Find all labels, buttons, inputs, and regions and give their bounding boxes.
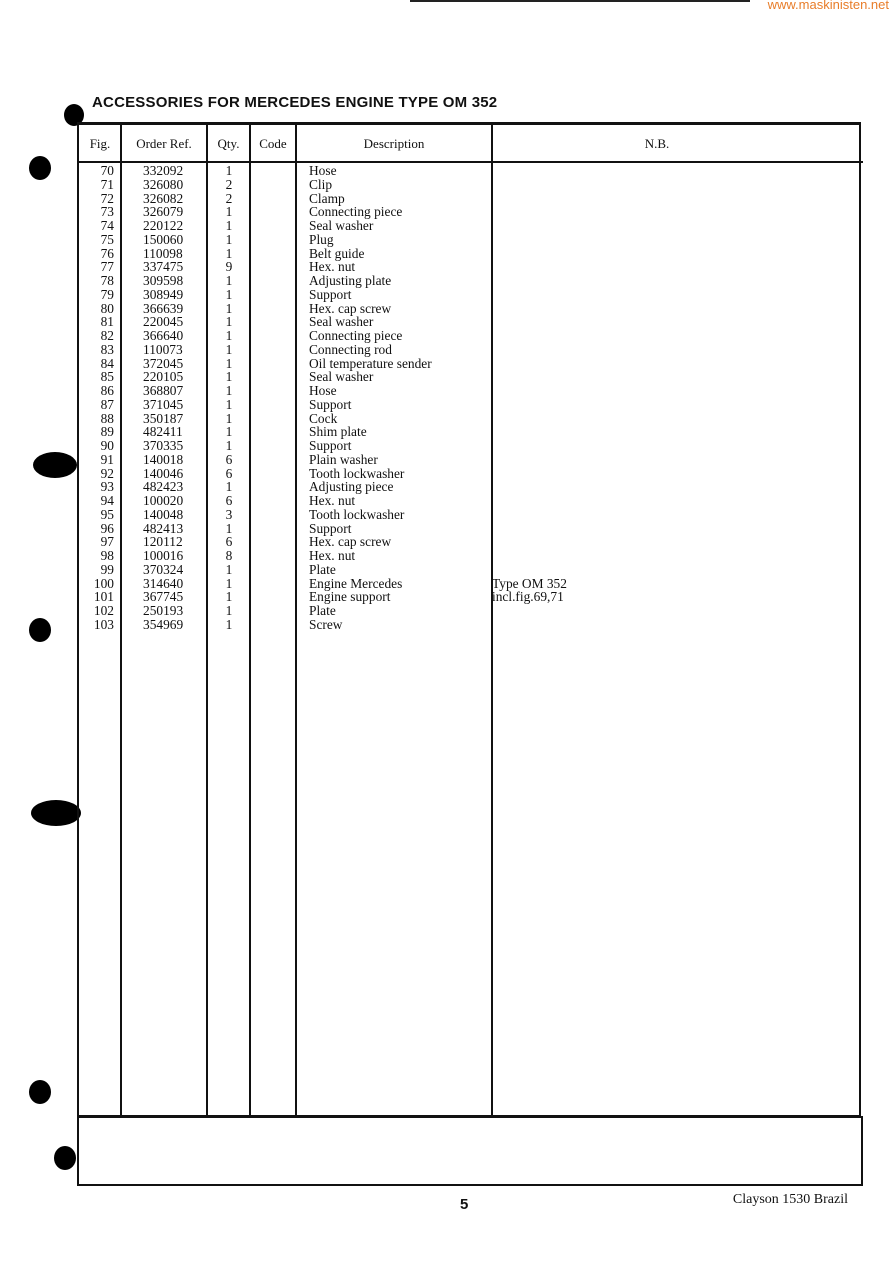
description-cell: Belt guide [309, 245, 365, 261]
description-cell: Support [309, 520, 352, 536]
fig-cell: 76 [100, 245, 114, 261]
qty-cell: 1 [225, 245, 233, 261]
qty-cell: 2 [225, 176, 233, 192]
description-cell: Plug [309, 231, 334, 247]
table-row [76, 618, 636, 632]
table-row [76, 535, 636, 549]
description-cell: Hex. nut [309, 548, 356, 563]
qty-cell: 6 [225, 493, 233, 508]
order-ref-cell: 140048 [143, 506, 184, 522]
punch-hole-icon [33, 452, 77, 478]
punch-hole-icon [29, 156, 51, 180]
order-ref-cell: 110073 [143, 341, 183, 357]
qty-cell: 1 [225, 369, 233, 385]
fig-cell: 74 [100, 218, 114, 233]
qty-cell: 1 [225, 410, 233, 426]
fig-cell: 72 [100, 190, 114, 206]
header-nb: N.B. [644, 136, 670, 151]
fig-cell: 99 [100, 561, 114, 577]
fig-cell: 82 [100, 328, 114, 343]
top-edge-line [410, 0, 750, 2]
description-cell: Hose [309, 383, 337, 398]
punch-hole-icon [54, 1146, 76, 1170]
table-row [76, 508, 636, 522]
fig-cell: 78 [100, 273, 114, 288]
table-row [76, 590, 636, 604]
order-ref-cell: 482423 [143, 479, 184, 495]
nb-cell: incl.fig.69,71 [492, 589, 564, 605]
description-cell: Oil temperature sender [309, 355, 432, 371]
description-cell: Hex. nut [309, 259, 356, 275]
table-row [76, 260, 636, 274]
fig-cell: 70 [100, 163, 114, 178]
table-row [76, 357, 636, 371]
punch-hole-icon [31, 800, 81, 826]
header-divider [77, 161, 863, 163]
fig-cell: 85 [100, 369, 114, 385]
description-cell: Plain washer [309, 451, 378, 467]
fig-cell: 97 [100, 534, 114, 550]
table-row [76, 604, 636, 618]
qty-cell: 1 [225, 300, 233, 316]
order-ref-cell: 337475 [143, 259, 184, 275]
fig-cell: 90 [100, 438, 114, 453]
table-row [76, 563, 636, 577]
description-cell: Plate [309, 603, 336, 618]
table-row [76, 302, 636, 316]
qty-cell: 1 [225, 438, 233, 453]
qty-cell: 6 [225, 451, 233, 467]
table-row [76, 522, 636, 536]
description-cell: Connecting piece [309, 328, 403, 343]
order-ref-cell: 140018 [143, 451, 184, 467]
description-cell: Screw [309, 616, 343, 632]
qty-cell: 1 [225, 204, 233, 220]
qty-cell: 1 [225, 273, 233, 288]
qty-cell: 1 [225, 163, 233, 178]
qty-cell: 1 [225, 355, 233, 371]
header-description: Description [363, 136, 425, 151]
qty-cell: 1 [225, 589, 233, 605]
table-row [76, 412, 636, 426]
table-row [76, 577, 636, 591]
table-row [76, 288, 636, 302]
fig-cell: 79 [100, 286, 114, 302]
fig-cell: 84 [100, 355, 114, 371]
fig-cell: 102 [93, 603, 114, 618]
qty-cell: 1 [225, 575, 233, 591]
description-cell: Connecting piece [309, 204, 403, 220]
fig-cell: 95 [100, 506, 114, 522]
description-cell: Tooth lockwasher [309, 506, 405, 522]
table-row [76, 233, 636, 247]
fig-cell: 103 [93, 616, 114, 632]
fig-cell: 77 [100, 259, 114, 275]
description-cell: Plate [309, 561, 336, 577]
qty-cell: 1 [225, 396, 233, 412]
machine-model: Clayson 1530 Brazil [732, 1192, 848, 1207]
description-cell: Shim plate [309, 424, 367, 440]
description-cell: Support [309, 438, 352, 453]
table-row [76, 480, 636, 494]
order-ref-cell: 314640 [143, 575, 184, 591]
order-ref-cell: 220045 [143, 314, 184, 330]
header-order-ref: Order Ref. [136, 136, 192, 151]
description-cell: Support [309, 396, 352, 412]
punch-hole-icon [29, 618, 51, 642]
page-number: 5 [460, 1196, 469, 1213]
fig-cell: 98 [100, 548, 114, 563]
table-body [76, 164, 636, 632]
table-row [76, 425, 636, 439]
description-cell: Connecting rod [309, 341, 392, 357]
table-row [76, 192, 636, 206]
table-row [76, 205, 636, 219]
fig-cell: 94 [100, 493, 114, 508]
fig-cell: 87 [100, 396, 114, 412]
nb-cell: Type OM 352 [492, 575, 567, 591]
footer-box [77, 1116, 863, 1186]
order-ref-cell: 482411 [143, 424, 183, 440]
order-ref-cell: 366639 [143, 300, 184, 316]
qty-cell: 9 [225, 259, 233, 275]
description-cell: Hex. cap screw [309, 300, 392, 316]
table-row [76, 178, 636, 192]
qty-cell: 6 [225, 534, 233, 550]
fig-cell: 93 [100, 479, 114, 495]
qty-cell: 1 [225, 479, 233, 495]
qty-cell: 1 [225, 328, 233, 343]
order-ref-cell: 150060 [143, 231, 184, 247]
qty-cell: 1 [225, 561, 233, 577]
qty-cell: 1 [225, 218, 233, 233]
qty-cell: 1 [225, 520, 233, 536]
punch-hole-icon [29, 1080, 51, 1104]
qty-cell: 6 [225, 465, 233, 481]
description-cell: Tooth lockwasher [309, 465, 405, 481]
table-row [76, 164, 636, 178]
description-cell: Hose [309, 163, 337, 178]
description-cell: Adjusting piece [309, 479, 394, 495]
qty-cell: 1 [225, 314, 233, 330]
description-cell: Hex. nut [309, 493, 356, 508]
qty-cell: 1 [225, 231, 233, 247]
table-row [76, 274, 636, 288]
qty-cell: 1 [225, 341, 233, 357]
order-ref-cell: 140046 [143, 465, 184, 481]
qty-cell: 1 [225, 383, 233, 398]
fig-cell: 101 [93, 589, 114, 605]
order-ref-cell: 110098 [143, 245, 183, 261]
order-ref-cell: 220105 [143, 369, 184, 385]
order-ref-cell: 250193 [143, 603, 184, 618]
order-ref-cell: 370335 [143, 438, 184, 453]
header-qty: Qty. [217, 136, 240, 151]
description-cell: Support [309, 286, 352, 302]
order-ref-cell: 368807 [143, 383, 184, 398]
fig-cell: 73 [100, 204, 114, 220]
description-cell: Clip [309, 176, 333, 192]
description-cell: Cock [309, 410, 338, 426]
table-row [76, 247, 636, 261]
fig-cell: 75 [100, 231, 114, 247]
qty-cell: 1 [225, 616, 233, 632]
order-ref-cell: 308949 [143, 286, 184, 302]
description-cell: Adjusting plate [309, 273, 392, 288]
fig-cell: 81 [100, 314, 114, 330]
description-cell: Seal washer [309, 369, 374, 385]
order-ref-cell: 326082 [143, 190, 184, 206]
fig-cell: 91 [100, 451, 114, 467]
description-cell: Seal washer [309, 314, 374, 330]
table-row [76, 343, 636, 357]
table-row [76, 398, 636, 412]
fig-cell: 96 [100, 520, 114, 536]
order-ref-cell: 371045 [143, 396, 184, 412]
table-row [76, 467, 636, 481]
fig-cell: 100 [93, 575, 114, 591]
qty-cell: 1 [225, 603, 233, 618]
qty-cell: 2 [225, 190, 233, 206]
table-row [76, 329, 636, 343]
order-ref-cell: 326079 [143, 204, 184, 220]
order-ref-cell: 482413 [143, 520, 184, 536]
order-ref-cell: 326080 [143, 176, 184, 192]
order-ref-cell: 350187 [143, 410, 184, 426]
table-row [76, 453, 636, 467]
description-cell: Engine support [309, 589, 391, 605]
fig-cell: 71 [100, 176, 114, 192]
order-ref-cell: 100020 [143, 493, 184, 508]
fig-cell: 89 [100, 424, 114, 440]
order-ref-cell: 354969 [143, 616, 184, 632]
table-row [76, 370, 636, 384]
description-cell: Engine Mercedes [309, 575, 403, 591]
qty-cell: 3 [225, 506, 233, 522]
order-ref-cell: 332092 [143, 163, 184, 178]
order-ref-cell: 100016 [143, 548, 184, 563]
table-row [76, 315, 636, 329]
table-row [76, 494, 636, 508]
table-row [76, 439, 636, 453]
order-ref-cell: 366640 [143, 328, 184, 343]
order-ref-cell: 372045 [143, 355, 184, 371]
table-row [76, 384, 636, 398]
description-cell: Clamp [309, 190, 345, 206]
qty-cell: 1 [225, 424, 233, 440]
qty-cell: 8 [225, 548, 233, 563]
fig-cell: 86 [100, 383, 114, 398]
description-cell: Hex. cap screw [309, 534, 392, 550]
order-ref-cell: 220122 [143, 218, 184, 233]
watermark: www.maskinisten.net [767, 0, 889, 12]
description-cell: Seal washer [309, 218, 374, 233]
fig-cell: 92 [100, 465, 114, 481]
order-ref-cell: 309598 [143, 273, 184, 288]
header-code: Code [259, 136, 287, 151]
table-row [76, 219, 636, 233]
qty-cell: 1 [225, 286, 233, 302]
fig-cell: 88 [100, 410, 114, 426]
order-ref-cell: 370324 [143, 561, 184, 577]
page-title: ACCESSORIES FOR MERCEDES ENGINE TYPE OM 352 [92, 94, 498, 111]
header-fig: Fig. [89, 136, 111, 151]
table-row [76, 549, 636, 563]
order-ref-cell: 120112 [143, 534, 183, 550]
fig-cell: 80 [100, 300, 114, 316]
fig-cell: 83 [100, 341, 114, 357]
order-ref-cell: 367745 [143, 589, 184, 605]
